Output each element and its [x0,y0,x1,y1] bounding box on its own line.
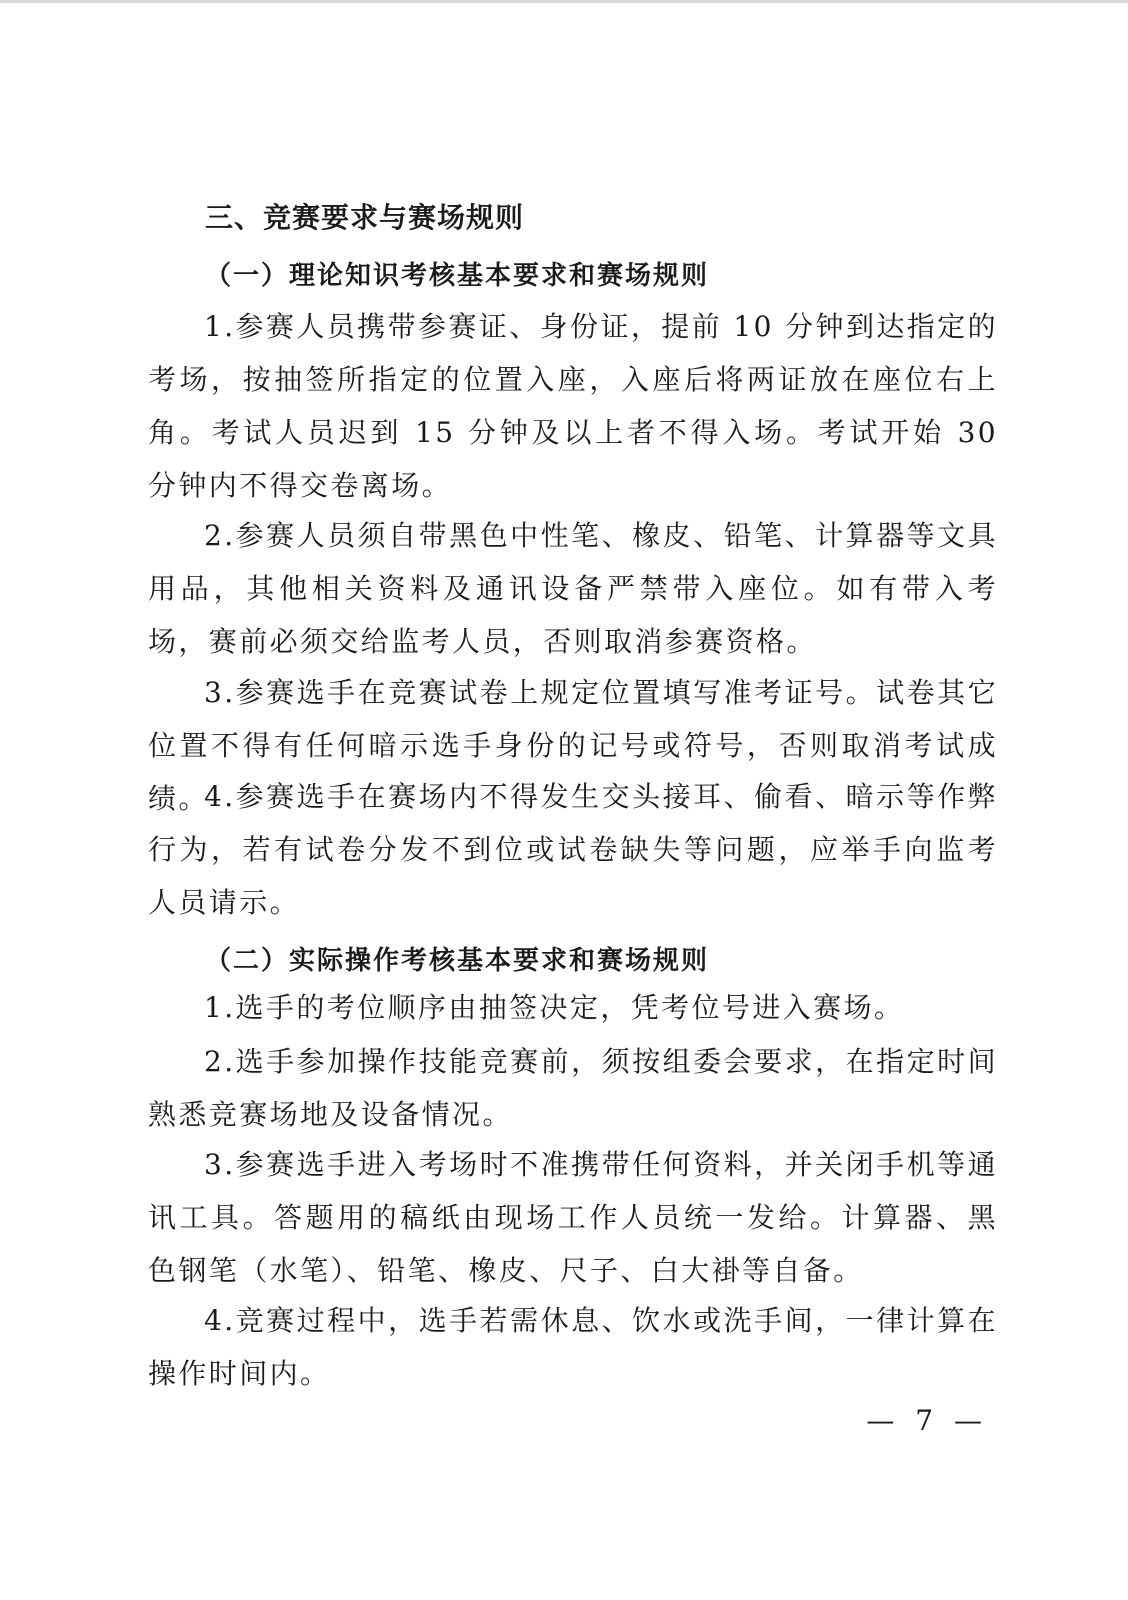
theory-rule-3: 3.参赛选手在竞赛试卷上规定位置填写准考证号。试卷其它位置不得有任何暗示选手身份的记号或符号，否则取消考试成绩。 [148,676,998,815]
practice-rule-1: 1.选手的考位顺序由抽签决定，凭考位号进入赛场。 [204,991,905,1024]
theory-rule-2: 2.参赛人员须自带黑色中性笔、橡皮、铅笔、计算器等文具用品，其他相关资料及通讯设备严禁带入座位。如有带入考场，赛前必须交给监考人员，否则取消参赛资格。 [148,519,998,658]
theory-rule-1: 1.参赛人员携带参赛证、身份证，提前 10 分钟到达指定的考场，按抽签所指定的位置入座，入座后将两证放在座位右上角。考试人员迟到 15 分钟及以上者不得入场。考试开始 30 分钟内不得交卷离场。 [148,310,998,502]
practice-rule-4: 4.竞赛过程中，选手若需休息、饮水或洗手间，一律计算在操作时间内。 [148,1304,998,1390]
scan-edge [0,0,1128,3]
practice-rule-2: 2.选手参加操作技能竞赛前，须按组委会要求，在指定时间熟悉竞赛场地及设备情况。 [148,1045,998,1131]
subsection-title-theory: （一）理论知识考核基本要求和赛场规则 [205,261,710,291]
section-title: 三、竞赛要求与赛场规则 [205,201,525,234]
theory-rule-4: 4.参赛选手在赛场内不得发生交头接耳、偷看、暗示等作弊行为，若有试卷分发不到位或试卷缺失等问题，应举手向监考人员请示。 [148,780,998,919]
page-number: — 7 — [866,1404,988,1437]
subsection-title-practice: （二）实际操作考核基本要求和赛场规则 [205,946,710,976]
practice-rule-3: 3.参赛选手进入考场时不准携带任何资料，并关闭手机等通讯工具。答题用的稿纸由现场工作人员统一发给。计算器、黑色钢笔（水笔）、铅笔、橡皮、尺子、白大褂等自备。 [148,1148,998,1287]
